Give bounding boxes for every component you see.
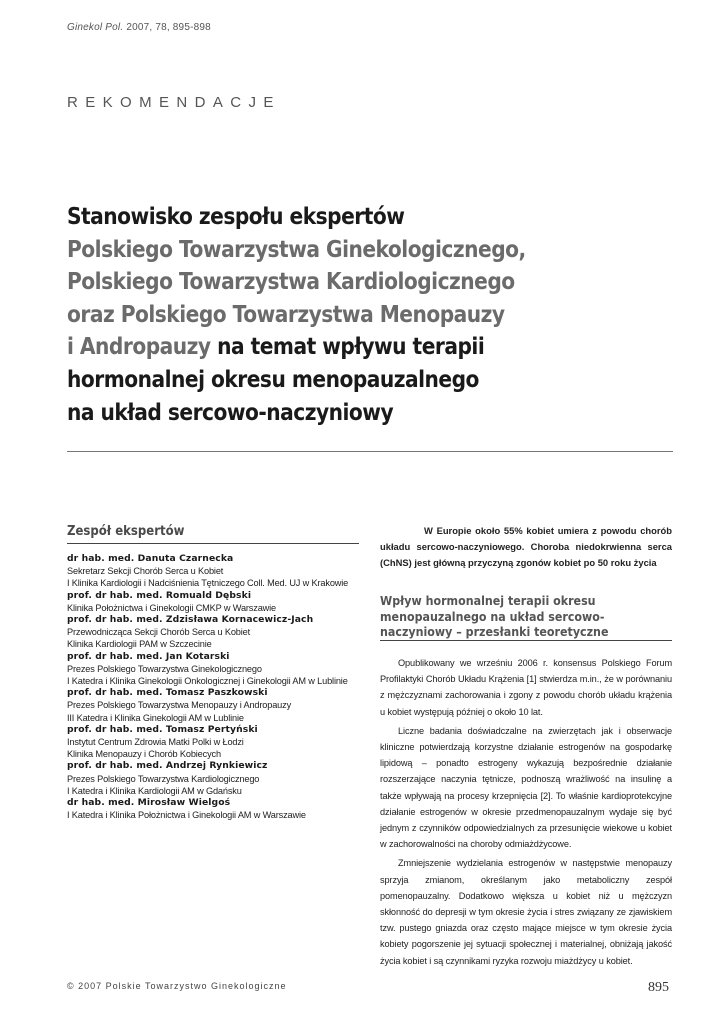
expert-affiliation: III Katedra i Klinika Ginekologii AM w Lublinie bbox=[67, 712, 244, 723]
title-line: na układ sercowo-naczyniowy bbox=[67, 397, 394, 426]
expert-affiliation: Klinika Menopauzy i Chorób Kobiecych bbox=[67, 749, 221, 760]
expert-name: dr hab. med. Mirosław Wielgoś bbox=[67, 797, 231, 809]
title-line: oraz Polskiego Towarzystwa Menopauzy bbox=[67, 299, 505, 328]
expert-affiliation: Klinika Kardiologii PAM w Szczecinie bbox=[67, 639, 212, 650]
expert-name: prof. dr hab. med. Tomasz Pertyński bbox=[67, 723, 258, 735]
expert-affiliation: Sekretarz Sekcji Chorób Serca u Kobiet bbox=[67, 566, 224, 577]
expert-affiliation: Instytut Centrum Zdrowia Matki Polki w Łodzi bbox=[67, 737, 244, 748]
article-heading-divider bbox=[380, 640, 672, 641]
heading-line: menopauzalnego na układ sercowo- bbox=[380, 608, 605, 624]
expert-affiliation: Prezes Polskiego Towarzystwa Menopauzy i Andropauzy bbox=[67, 700, 292, 711]
article-section-heading bbox=[380, 593, 644, 640]
article-body bbox=[380, 655, 672, 972]
experts-list bbox=[67, 553, 367, 821]
journal-citation bbox=[67, 22, 211, 33]
expert-affiliation: Przewodnicząca Sekcji Chorób Serca u Kobiet bbox=[67, 627, 251, 638]
expert-name: prof. dr hab. med. Jan Kotarski bbox=[67, 650, 230, 662]
expert-name: prof. dr hab. med. Zdzisława Kornacewicz-Jach bbox=[67, 614, 314, 626]
experts-heading: Zespół ekspertów bbox=[67, 524, 185, 539]
heading-line: Wpływ hormonalnej terapii okresu bbox=[380, 593, 596, 608]
expert-affiliation: I Klinika Kardiologii i Nadciśnienia Tętniczego Coll. Med. UJ w Krakowie bbox=[67, 578, 349, 589]
title-line: Polskiego Towarzystwa Kardiologicznego bbox=[67, 267, 515, 296]
page-number: 895 bbox=[648, 980, 669, 995]
expert-affiliation: I Katedra i Klinika Położnictwa i Ginekologii AM w Warszawie bbox=[67, 810, 306, 821]
title-line: Stanowisko zespołu ekspertów bbox=[67, 202, 405, 230]
expert-name: prof. dr hab. med. Romuald Dębski bbox=[67, 589, 252, 601]
title-line: Polskiego Towarzystwa Ginekologicznego, bbox=[67, 234, 526, 263]
title-fragment: na temat wpływu terapii bbox=[210, 332, 485, 361]
body-paragraph: Liczne badania doświadczalne na zwierzętach jak i obserwacje kliniczne potwierdzają korzystne działanie estrogenów na gospodarkę lipidową – ponadto estrogeny wykazują bezpośrednie działanie rozszerzające naczynia tętnicze, podnoszą wrażliwość na insulinę a także wpływają na procesy krzepnięcia [2]. To właśnie kardioprotekcyjne działanie estrogenów w okresie przedmenopauzalnym wydaje się być jednym z czynników odpowiedzialnych za przesunięcie wiekowe u kobiet w zachorowalności na choroby odmiażdżycowe. bbox=[380, 725, 672, 850]
expert-affiliation: Prezes Polskiego Towarzystwa Kardiologicznego bbox=[67, 773, 260, 784]
expert-affiliation: I Katedra i Klinika Ginekologii Onkologicznej i Ginekologii AM w Lublinie bbox=[67, 676, 348, 687]
expert-name: prof. dr hab. med. Andrzej Rynkiewicz bbox=[67, 760, 268, 772]
heading-line: naczyniowy – przesłanki teoretyczne bbox=[380, 624, 609, 639]
expert-affiliation: Prezes Polskiego Towarzystwa Ginekologicznego bbox=[67, 663, 262, 674]
expert-name: dr hab. med. Danuta Czarnecka bbox=[67, 553, 234, 564]
expert-affiliation: Klinika Położnictwa i Ginekologii CMKP w Warszawie bbox=[67, 602, 276, 613]
title-fragment: i Andropauzy bbox=[67, 332, 211, 361]
section-label: REKOMENDACJE bbox=[67, 94, 281, 111]
article-title bbox=[67, 200, 583, 428]
expert-name: prof. dr hab. med. Tomasz Paszkowski bbox=[67, 687, 268, 699]
body-paragraph: Zmniejszenie wydzielania estrogenów w następstwie menopauzy sprzyja zmianom, określanym jako metaboliczny zespół pomenopauzalny. Dodatkowo większa u kobiet niż u mężczyzn skłonność do depresji w tym okresie życia i stres związany ze zjawiskiem tzw. pustego gniazda oraz często mające miejsce w tym okresie życia kobiety pogorszenie jej sytuacji społecznej i materialnej, obniżają jakość życia kobiet i są czynnikami ryzyka rozwoju miażdżycy u kobiet. bbox=[380, 858, 672, 966]
journal-details: 2007, 78, 895-898 bbox=[126, 22, 211, 33]
journal-name: Ginekol Pol. bbox=[67, 22, 124, 33]
title-line: hormonalnej okresu menopauzalnego bbox=[67, 364, 479, 393]
expert-affiliation: I Katedra i Klinika Kardiologii AM w Gdańsku bbox=[67, 785, 242, 796]
lead-paragraph: W Europie około 55% kobiet umiera z powodu chorób układu sercowo-naczyniowego. Choroba niedokrwienna serca (ChNS) jest główną przyczyną zgonów kobiet po 50 roku życia bbox=[380, 525, 672, 568]
title-divider bbox=[67, 451, 673, 452]
body-paragraph: Opublikowany we wrześniu 2006 r. konsensus Polskiego Forum Profilaktyki Chorób Układu Krążenia [1] stwierdza m.in., że w porównaniu z mężczyznami zachorowania i zgony z powodu chorób układu krążenia u kobiet występują później o około 10 lat. bbox=[380, 658, 672, 717]
experts-divider bbox=[67, 543, 359, 544]
copyright-notice: © 2007 Polskie Towarzystwo Ginekologiczne bbox=[67, 981, 287, 991]
